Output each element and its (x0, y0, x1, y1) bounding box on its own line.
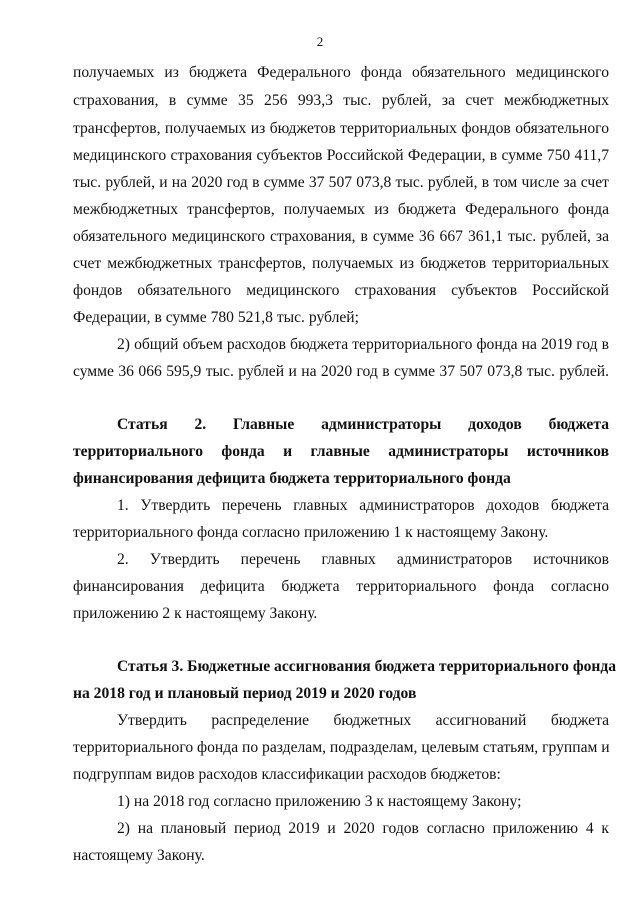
text-line: обязательного медицинского страхования, в сумме 36 667 361,1 тыс. рублей, за (73, 228, 609, 245)
page-number: 2 (316, 34, 324, 49)
text-line: 2) на плановый период 2019 и 2020 годов согласно приложению 4 к (117, 820, 609, 837)
text-line: приложению 2 к настоящему Закону. (73, 605, 318, 622)
text-line: сумме 36 066 595,9 тыс. рублей и на 2020 год в сумме 37 507 073,8 тыс. рублей. (73, 363, 609, 380)
text-line: 1. Утвердить перечень главных администраторов доходов бюджета (117, 497, 609, 514)
article-2-heading: территориального фонда и главные администраторы источников (73, 443, 609, 460)
article-2-heading: финансирования дефицита бюджета территориального фонда (73, 470, 511, 487)
text-line: подгруппам видов расходов классификации расходов бюджетов: (73, 766, 501, 783)
article-3-heading: на 2018 год и плановый период 2019 и 2020 годов (73, 685, 417, 702)
text-line: территориального фонда по разделам, подразделам, целевым статьям, группам и (73, 739, 610, 756)
text-line: межбюджетных трансфертов, получаемых из бюджета Федерального фонда (73, 201, 609, 218)
text-line: счет межбюджетных трансфертов, получаемых из бюджетов территориальных (73, 255, 609, 272)
text-line: страхования, в сумме 35 256 993,3 тыс. рублей, за счет межбюджетных (73, 92, 609, 109)
text-line: Утвердить распределение бюджетных ассигнований бюджета (117, 712, 609, 729)
text-line: трансфертов, получаемых из бюджетов территориальных фондов обязательного (73, 120, 609, 137)
text-line: получаемых из бюджета Федерального фонда обязательного медицинского (73, 64, 609, 81)
text-line: территориального фонда согласно приложению 1 к настоящему Закону. (73, 524, 549, 541)
text-line: медицинского страхования субъектов Российской Федерации, в сумме 750 411,7 (73, 147, 609, 164)
article-3-heading: Статья 3. Бюджетные ассигнования бюджета территориального фонда (117, 658, 617, 675)
article-2-heading: Статья 2. Главные администраторы доходов бюджета (117, 416, 609, 433)
text-line: настоящему Закону. (73, 847, 205, 864)
text-line: 2. Утвердить перечень главных администраторов источников (117, 551, 609, 568)
text-line: 1) на 2018 год согласно приложению 3 к настоящему Закону; (117, 793, 522, 810)
text-line: тыс. рублей, и на 2020 год в сумме 37 507 073,8 тыс. рублей, в том числе за счет (73, 174, 609, 191)
text-line: финансирования дефицита бюджета территориального фонда согласно (73, 578, 609, 595)
text-line: 2) общий объем расходов бюджета территориального фонда на 2019 год в (117, 336, 609, 353)
text-line: Федерации, в сумме 780 521,8 тыс. рублей; (73, 309, 359, 326)
text-line: фондов обязательного медицинского страхования субъектов Российской (73, 282, 609, 299)
